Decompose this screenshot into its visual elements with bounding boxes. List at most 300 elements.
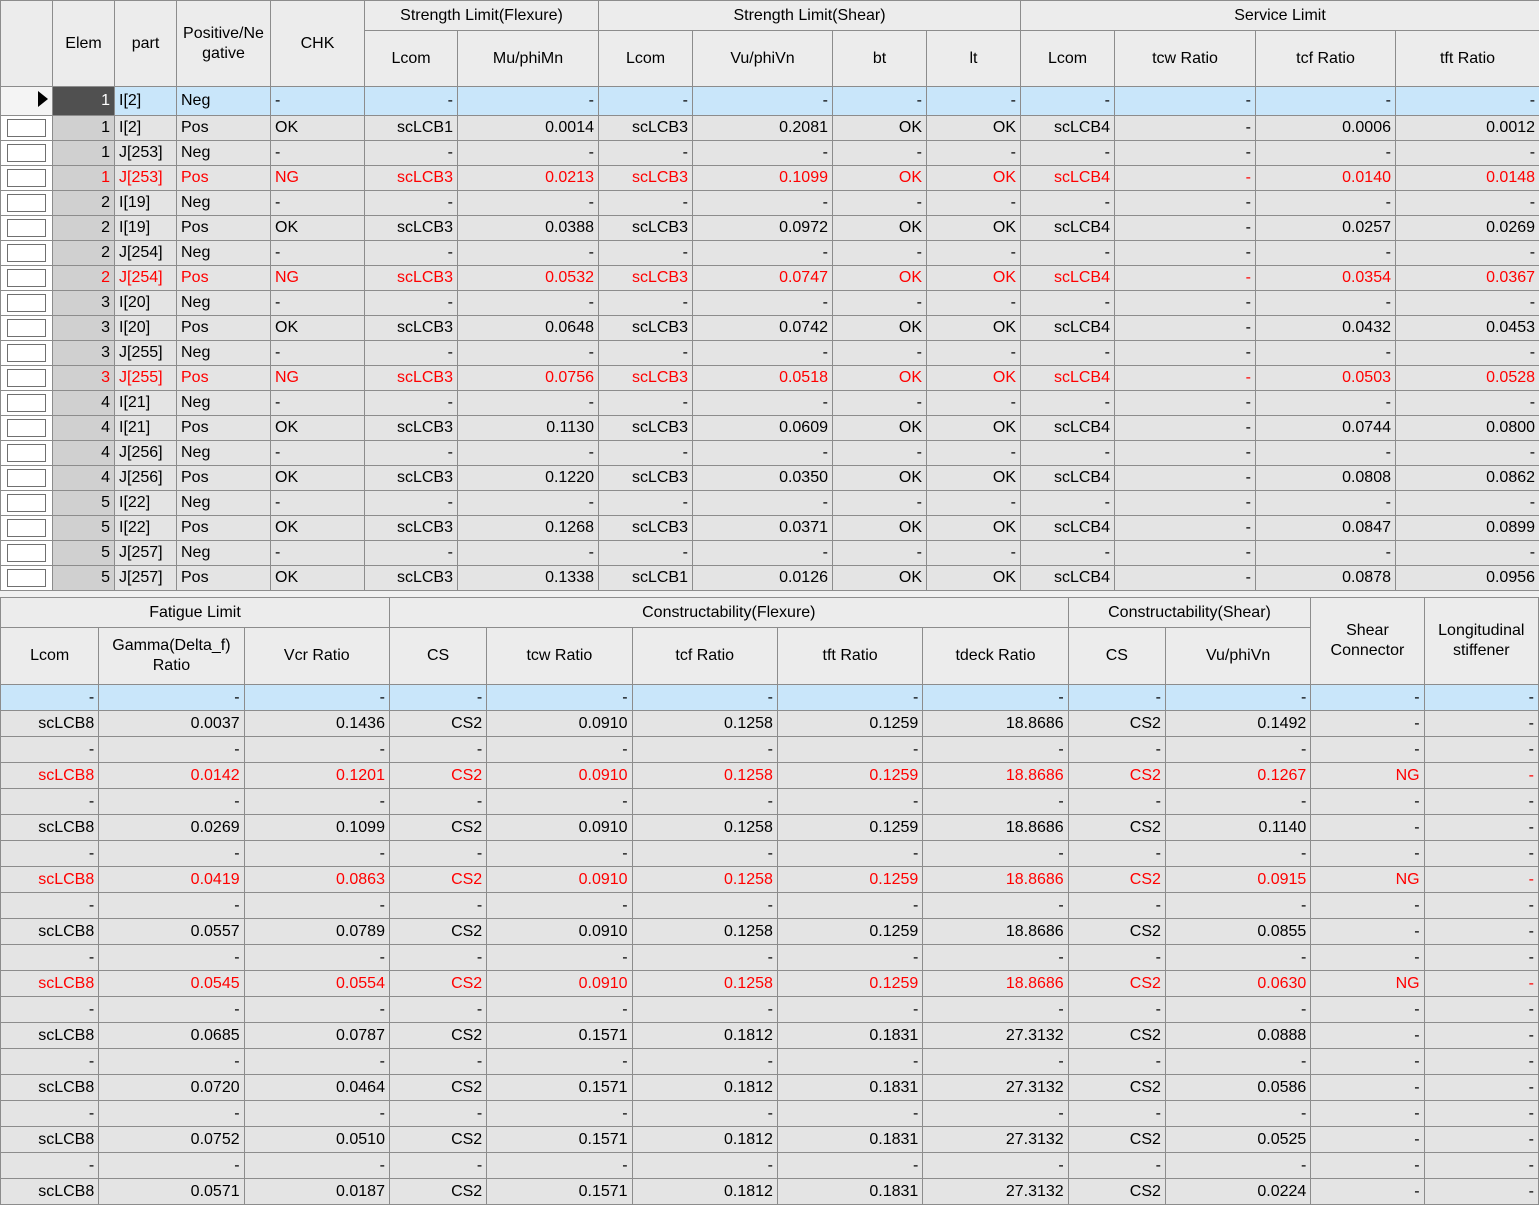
row-selector[interactable] xyxy=(7,219,46,237)
table-cell[interactable]: 0.1831 xyxy=(777,1179,922,1205)
table-cell[interactable]: - xyxy=(458,441,599,466)
table-cell[interactable]: 0.0140 xyxy=(1256,166,1396,191)
table-cell[interactable]: - xyxy=(923,945,1068,971)
table-cell[interactable]: 0.1267 xyxy=(1165,763,1310,789)
table-row[interactable] xyxy=(1,815,1539,841)
table-cell[interactable]: 0.0878 xyxy=(1256,566,1396,591)
table-cell[interactable]: - xyxy=(1165,1049,1310,1075)
table-cell[interactable]: 0.0557 xyxy=(99,919,244,945)
row-selector[interactable] xyxy=(7,169,46,187)
table-cell[interactable]: - xyxy=(1068,841,1165,867)
table-cell[interactable]: scLCB3 xyxy=(365,416,458,441)
table-cell[interactable]: 0.0148 xyxy=(1396,166,1539,191)
table-cell[interactable]: - xyxy=(833,291,927,316)
table-cell[interactable]: scLCB3 xyxy=(365,166,458,191)
table-cell[interactable]: I[19] xyxy=(115,216,177,241)
table-cell[interactable]: - xyxy=(271,391,365,416)
table-cell[interactable]: - xyxy=(365,491,458,516)
table-cell[interactable]: - xyxy=(365,291,458,316)
table-cell[interactable]: 2 xyxy=(53,216,115,241)
table-cell[interactable]: - xyxy=(1068,997,1165,1023)
table-cell[interactable]: - xyxy=(1424,867,1538,893)
table-cell[interactable]: 0.0648 xyxy=(458,316,599,341)
table-cell[interactable]: I[19] xyxy=(115,191,177,216)
table-row[interactable] xyxy=(1,216,1539,241)
table-cell[interactable]: OK xyxy=(271,516,365,541)
table-cell[interactable]: - xyxy=(777,1101,922,1127)
table-cell[interactable]: 0.0972 xyxy=(693,216,833,241)
table-cell[interactable]: - xyxy=(599,441,693,466)
row-header[interactable] xyxy=(1,87,53,116)
row-selector[interactable] xyxy=(7,419,46,437)
table-cell[interactable]: - xyxy=(1256,541,1396,566)
table-cell[interactable]: - xyxy=(389,945,486,971)
table-cell[interactable]: 2 xyxy=(53,241,115,266)
table-cell[interactable]: - xyxy=(271,491,365,516)
table-row[interactable] xyxy=(1,841,1539,867)
table-cell[interactable]: - xyxy=(1311,1101,1424,1127)
table-row[interactable] xyxy=(1,366,1539,391)
table-cell[interactable]: OK xyxy=(833,566,927,591)
table-cell[interactable]: 0.1571 xyxy=(487,1023,632,1049)
table-cell[interactable]: 0.1259 xyxy=(777,971,922,997)
table-cell[interactable]: - xyxy=(1256,291,1396,316)
table-cell[interactable]: 0.0855 xyxy=(1165,919,1310,945)
table-cell[interactable]: 0.1812 xyxy=(632,1075,777,1101)
table-cell[interactable]: - xyxy=(487,1101,632,1127)
table-cell[interactable]: OK xyxy=(927,316,1021,341)
table-cell[interactable]: 0.0910 xyxy=(487,763,632,789)
table-cell[interactable]: - xyxy=(99,685,244,711)
table-cell[interactable]: - xyxy=(777,685,922,711)
table-cell[interactable]: - xyxy=(1396,141,1539,166)
table-cell[interactable]: 5 xyxy=(53,566,115,591)
table-cell[interactable]: scLCB8 xyxy=(1,1023,99,1049)
table-cell[interactable]: - xyxy=(833,541,927,566)
table-cell[interactable]: - xyxy=(271,541,365,566)
table-cell[interactable]: 0.1812 xyxy=(632,1179,777,1205)
table-cell[interactable]: scLCB8 xyxy=(1,1179,99,1205)
table-cell[interactable]: - xyxy=(487,893,632,919)
table-cell[interactable]: 0.0862 xyxy=(1396,466,1539,491)
table-cell[interactable]: - xyxy=(1396,341,1539,366)
table-cell[interactable]: 1 xyxy=(53,141,115,166)
table-cell[interactable]: 0.1130 xyxy=(458,416,599,441)
table-cell[interactable]: OK xyxy=(833,266,927,291)
table-cell[interactable]: - xyxy=(389,997,486,1023)
table-cell[interactable]: - xyxy=(1115,87,1256,116)
row-header[interactable] xyxy=(1,466,53,491)
table-cell[interactable]: - xyxy=(927,491,1021,516)
table-cell[interactable]: 0.0354 xyxy=(1256,266,1396,291)
table-cell[interactable]: - xyxy=(487,945,632,971)
table-cell[interactable]: - xyxy=(833,391,927,416)
table-cell[interactable]: - xyxy=(599,341,693,366)
table-cell[interactable]: OK xyxy=(833,466,927,491)
table-cell[interactable]: - xyxy=(1396,241,1539,266)
table-row[interactable] xyxy=(1,1179,1539,1205)
table-cell[interactable]: Pos xyxy=(177,166,271,191)
table-cell[interactable]: scLCB4 xyxy=(1021,366,1115,391)
table-cell[interactable]: 0.1258 xyxy=(632,867,777,893)
table-cell[interactable]: OK xyxy=(833,116,927,141)
table-cell[interactable]: - xyxy=(693,341,833,366)
table-cell[interactable]: - xyxy=(1068,1153,1165,1179)
table-cell[interactable]: - xyxy=(1021,87,1115,116)
table-cell[interactable]: 0.1831 xyxy=(777,1127,922,1153)
table-cell[interactable]: - xyxy=(1165,945,1310,971)
table-row[interactable] xyxy=(1,1127,1539,1153)
table-cell[interactable]: Neg xyxy=(177,391,271,416)
table-cell[interactable]: CS2 xyxy=(1068,1127,1165,1153)
table-cell[interactable]: 3 xyxy=(53,341,115,366)
table-cell[interactable]: - xyxy=(599,141,693,166)
table-cell[interactable]: 0.0571 xyxy=(99,1179,244,1205)
table-cell[interactable]: Neg xyxy=(177,491,271,516)
table-cell[interactable]: - xyxy=(365,191,458,216)
table-cell[interactable]: - xyxy=(632,841,777,867)
table-cell[interactable]: OK xyxy=(833,366,927,391)
table-cell[interactable]: 0.0910 xyxy=(487,711,632,737)
table-cell[interactable]: scLCB8 xyxy=(1,867,99,893)
table-cell[interactable]: 4 xyxy=(53,416,115,441)
table-cell[interactable]: - xyxy=(1021,241,1115,266)
table-cell[interactable]: 0.0187 xyxy=(244,1179,389,1205)
table-cell[interactable]: - xyxy=(244,841,389,867)
table-cell[interactable]: - xyxy=(693,141,833,166)
table-cell[interactable]: OK xyxy=(927,216,1021,241)
table-cell[interactable]: CS2 xyxy=(1068,1023,1165,1049)
table-cell[interactable]: Pos xyxy=(177,566,271,591)
table-cell[interactable]: 0.0213 xyxy=(458,166,599,191)
table-cell[interactable]: - xyxy=(599,191,693,216)
table-cell[interactable]: - xyxy=(487,685,632,711)
table-cell[interactable]: 1 xyxy=(53,87,115,116)
table-cell[interactable]: I[2] xyxy=(115,116,177,141)
table-cell[interactable]: 0.1268 xyxy=(458,516,599,541)
table-cell[interactable]: - xyxy=(1424,1179,1538,1205)
table-cell[interactable]: - xyxy=(927,541,1021,566)
table-cell[interactable]: scLCB8 xyxy=(1,919,99,945)
table-cell[interactable]: - xyxy=(777,893,922,919)
table-cell[interactable]: - xyxy=(632,997,777,1023)
table-cell[interactable]: - xyxy=(271,441,365,466)
table-cell[interactable]: 0.0525 xyxy=(1165,1127,1310,1153)
table-cell[interactable]: - xyxy=(271,341,365,366)
table-cell[interactable]: 0.1259 xyxy=(777,711,922,737)
table-cell[interactable]: - xyxy=(458,391,599,416)
table-cell[interactable]: - xyxy=(1115,141,1256,166)
table-cell[interactable]: - xyxy=(1256,141,1396,166)
table-cell[interactable]: Neg xyxy=(177,341,271,366)
table-cell[interactable]: - xyxy=(99,789,244,815)
table-cell[interactable]: 0.1201 xyxy=(244,763,389,789)
table-cell[interactable]: - xyxy=(99,841,244,867)
table-row[interactable] xyxy=(1,789,1539,815)
table-cell[interactable]: - xyxy=(1256,87,1396,116)
table-cell[interactable]: Pos xyxy=(177,366,271,391)
table-cell[interactable]: - xyxy=(923,685,1068,711)
row-selector[interactable] xyxy=(7,394,46,412)
table-cell[interactable]: Neg xyxy=(177,241,271,266)
table-row[interactable] xyxy=(1,391,1539,416)
table-row[interactable] xyxy=(1,191,1539,216)
table-cell[interactable]: - xyxy=(599,491,693,516)
table-cell[interactable]: - xyxy=(1424,893,1538,919)
table-cell[interactable]: 0.0510 xyxy=(244,1127,389,1153)
table-cell[interactable]: - xyxy=(1,1101,99,1127)
table-cell[interactable]: scLCB3 xyxy=(599,416,693,441)
table-cell[interactable]: 0.1259 xyxy=(777,919,922,945)
table-cell[interactable]: - xyxy=(1068,685,1165,711)
table-cell[interactable]: OK xyxy=(833,316,927,341)
table-cell[interactable]: Neg xyxy=(177,291,271,316)
table-cell[interactable]: - xyxy=(271,291,365,316)
table-cell[interactable]: 0.0126 xyxy=(693,566,833,591)
col-header-lt[interactable]: lt xyxy=(927,31,1021,87)
table-cell[interactable]: CS2 xyxy=(1068,763,1165,789)
table-cell[interactable]: 0.0014 xyxy=(458,116,599,141)
table-cell[interactable]: scLCB8 xyxy=(1,711,99,737)
table-cell[interactable]: - xyxy=(1424,763,1538,789)
col-header-constr-tft-ratio[interactable]: tft Ratio xyxy=(777,628,922,685)
table-cell[interactable]: J[253] xyxy=(115,141,177,166)
table-row[interactable] xyxy=(1,466,1539,491)
table-cell[interactable]: - xyxy=(1021,191,1115,216)
table-cell[interactable]: - xyxy=(271,141,365,166)
table-cell[interactable]: 0.0609 xyxy=(693,416,833,441)
table-cell[interactable]: - xyxy=(1165,789,1310,815)
table-cell[interactable]: scLCB3 xyxy=(599,266,693,291)
table-cell[interactable]: CS2 xyxy=(1068,867,1165,893)
row-selector[interactable] xyxy=(7,444,46,462)
table-cell[interactable]: - xyxy=(1311,1023,1424,1049)
row-header[interactable] xyxy=(1,541,53,566)
table-cell[interactable]: NG xyxy=(271,266,365,291)
table-cell[interactable]: - xyxy=(599,541,693,566)
table-cell[interactable]: - xyxy=(777,789,922,815)
table-cell[interactable]: 0.0800 xyxy=(1396,416,1539,441)
table-cell[interactable]: Pos xyxy=(177,266,271,291)
table-cell[interactable]: - xyxy=(458,491,599,516)
table-cell[interactable]: CS2 xyxy=(389,815,486,841)
col-header-tcw-ratio[interactable]: tcw Ratio xyxy=(1115,31,1256,87)
table-cell[interactable]: 0.1492 xyxy=(1165,711,1310,737)
table-cell[interactable]: CS2 xyxy=(389,1023,486,1049)
table-cell[interactable]: - xyxy=(244,945,389,971)
table-cell[interactable]: - xyxy=(458,241,599,266)
row-header[interactable] xyxy=(1,116,53,141)
table-cell[interactable]: - xyxy=(487,1049,632,1075)
table-cell[interactable]: - xyxy=(458,141,599,166)
table-cell[interactable]: 0.0006 xyxy=(1256,116,1396,141)
table-cell[interactable]: 0.1831 xyxy=(777,1075,922,1101)
table-cell[interactable]: CS2 xyxy=(1068,711,1165,737)
table-cell[interactable]: scLCB4 xyxy=(1021,166,1115,191)
table-cell[interactable]: - xyxy=(833,441,927,466)
table-cell[interactable]: scLCB3 xyxy=(599,316,693,341)
table-row[interactable] xyxy=(1,685,1539,711)
table-cell[interactable]: - xyxy=(1,789,99,815)
table-cell[interactable]: - xyxy=(99,1101,244,1127)
table-cell[interactable]: scLCB3 xyxy=(599,516,693,541)
table-cell[interactable]: scLCB4 xyxy=(1021,266,1115,291)
table-row[interactable] xyxy=(1,141,1539,166)
table-cell[interactable]: - xyxy=(1311,997,1424,1023)
table-cell[interactable]: - xyxy=(777,1049,922,1075)
table-cell[interactable]: - xyxy=(1115,491,1256,516)
table-cell[interactable]: - xyxy=(1396,541,1539,566)
table-cell[interactable]: - xyxy=(1311,737,1424,763)
table-cell[interactable]: OK xyxy=(927,466,1021,491)
col-header-service-lcom[interactable]: Lcom xyxy=(1021,31,1115,87)
row-selector[interactable] xyxy=(7,544,46,562)
col-header-shear-lcom[interactable]: Lcom xyxy=(599,31,693,87)
table-cell[interactable]: - xyxy=(927,391,1021,416)
table-cell[interactable]: - xyxy=(389,893,486,919)
table-cell[interactable]: scLCB3 xyxy=(365,316,458,341)
table-cell[interactable]: OK xyxy=(927,366,1021,391)
table-cell[interactable]: scLCB4 xyxy=(1021,316,1115,341)
table-cell[interactable]: CS2 xyxy=(1068,971,1165,997)
table-cell[interactable]: 0.0554 xyxy=(244,971,389,997)
table-cell[interactable]: NG xyxy=(271,166,365,191)
table-cell[interactable]: - xyxy=(693,87,833,116)
row-selector[interactable] xyxy=(7,319,46,337)
table-cell[interactable]: OK xyxy=(271,466,365,491)
table-cell[interactable]: - xyxy=(1396,291,1539,316)
table-cell[interactable]: 0.1571 xyxy=(487,1179,632,1205)
table-cell[interactable]: 27.3132 xyxy=(923,1023,1068,1049)
table-row[interactable] xyxy=(1,1023,1539,1049)
table-cell[interactable]: OK xyxy=(271,566,365,591)
table-cell[interactable]: - xyxy=(1115,216,1256,241)
table-cell[interactable]: 0.0037 xyxy=(99,711,244,737)
table-cell[interactable]: scLCB8 xyxy=(1,1075,99,1101)
table-cell[interactable]: - xyxy=(693,491,833,516)
table-cell[interactable]: - xyxy=(458,541,599,566)
col-header-tcf-ratio[interactable]: tcf Ratio xyxy=(1256,31,1396,87)
table-cell[interactable]: Pos xyxy=(177,416,271,441)
row-header[interactable] xyxy=(1,216,53,241)
table-cell[interactable]: - xyxy=(1311,1153,1424,1179)
table-cell[interactable]: I[20] xyxy=(115,316,177,341)
table-cell[interactable]: - xyxy=(271,241,365,266)
table-cell[interactable]: - xyxy=(244,737,389,763)
row-header[interactable] xyxy=(1,566,53,591)
table-row[interactable] xyxy=(1,541,1539,566)
table-cell[interactable]: - xyxy=(1311,711,1424,737)
table-cell[interactable]: 0.0419 xyxy=(99,867,244,893)
table-cell[interactable]: OK xyxy=(927,266,1021,291)
table-cell[interactable]: 0.0888 xyxy=(1165,1023,1310,1049)
table-cell[interactable]: scLCB1 xyxy=(599,566,693,591)
table-cell[interactable]: - xyxy=(927,141,1021,166)
table-cell[interactable]: - xyxy=(244,789,389,815)
table-cell[interactable]: - xyxy=(1256,441,1396,466)
table-cell[interactable]: - xyxy=(365,87,458,116)
row-selector[interactable] xyxy=(7,494,46,512)
table-cell[interactable]: 0.0142 xyxy=(99,763,244,789)
table-cell[interactable]: - xyxy=(777,737,922,763)
table-cell[interactable]: - xyxy=(1021,391,1115,416)
table-cell[interactable]: - xyxy=(1165,1153,1310,1179)
table-cell[interactable]: CS2 xyxy=(389,1179,486,1205)
table-cell[interactable]: CS2 xyxy=(1068,815,1165,841)
col-header-flexure-cs[interactable]: CS xyxy=(389,628,486,685)
table-cell[interactable]: OK xyxy=(271,316,365,341)
table-cell[interactable]: 18.8686 xyxy=(923,867,1068,893)
table-cell[interactable]: - xyxy=(632,1153,777,1179)
table-cell[interactable]: 0.0371 xyxy=(693,516,833,541)
table-cell[interactable]: - xyxy=(833,491,927,516)
table-cell[interactable]: - xyxy=(389,685,486,711)
table-cell[interactable]: scLCB8 xyxy=(1,763,99,789)
row-header[interactable] xyxy=(1,441,53,466)
table-cell[interactable]: - xyxy=(1424,1101,1538,1127)
table-cell[interactable]: - xyxy=(1424,1075,1538,1101)
table-cell[interactable]: - xyxy=(487,789,632,815)
table-cell[interactable]: 0.0453 xyxy=(1396,316,1539,341)
table-cell[interactable]: 0.0012 xyxy=(1396,116,1539,141)
table-cell[interactable]: 0.0910 xyxy=(487,815,632,841)
table-cell[interactable]: - xyxy=(923,997,1068,1023)
table-cell[interactable]: - xyxy=(833,141,927,166)
table-cell[interactable]: 18.8686 xyxy=(923,763,1068,789)
table-cell[interactable]: - xyxy=(1165,893,1310,919)
table-row[interactable] xyxy=(1,291,1539,316)
table-cell[interactable]: scLCB3 xyxy=(365,216,458,241)
table-cell[interactable]: J[255] xyxy=(115,366,177,391)
table-row[interactable] xyxy=(1,491,1539,516)
table-cell[interactable]: 0.0787 xyxy=(244,1023,389,1049)
table-cell[interactable]: 0.0432 xyxy=(1256,316,1396,341)
table-cell[interactable]: NG xyxy=(1311,867,1424,893)
table-cell[interactable]: OK xyxy=(833,216,927,241)
table-cell[interactable]: 0.1571 xyxy=(487,1127,632,1153)
table-cell[interactable]: - xyxy=(1311,1049,1424,1075)
table-cell[interactable]: - xyxy=(1311,1127,1424,1153)
table-cell[interactable]: J[253] xyxy=(115,166,177,191)
table-cell[interactable]: - xyxy=(487,997,632,1023)
table-cell[interactable]: - xyxy=(1021,541,1115,566)
table-cell[interactable]: CS2 xyxy=(389,1127,486,1153)
col-header-part[interactable]: part xyxy=(115,1,177,87)
table-cell[interactable]: 3 xyxy=(53,291,115,316)
table-cell[interactable]: - xyxy=(1424,737,1538,763)
col-header-shear-cs[interactable]: CS xyxy=(1068,628,1165,685)
row-header[interactable] xyxy=(1,416,53,441)
row-selector[interactable] xyxy=(7,144,46,162)
table-cell[interactable]: - xyxy=(833,341,927,366)
table-cell[interactable]: - xyxy=(244,997,389,1023)
table-cell[interactable]: 27.3132 xyxy=(923,1127,1068,1153)
table-cell[interactable]: 18.8686 xyxy=(923,971,1068,997)
splitter[interactable] xyxy=(0,590,1539,597)
table-cell[interactable]: OK xyxy=(927,116,1021,141)
table-cell[interactable]: - xyxy=(1115,441,1256,466)
table-row[interactable] xyxy=(1,763,1539,789)
table-cell[interactable]: J[254] xyxy=(115,266,177,291)
row-header[interactable] xyxy=(1,516,53,541)
row-selector[interactable] xyxy=(7,194,46,212)
table-cell[interactable]: 18.8686 xyxy=(923,815,1068,841)
table-cell[interactable]: scLCB3 xyxy=(365,516,458,541)
table-cell[interactable]: 0.0269 xyxy=(99,815,244,841)
table-row[interactable] xyxy=(1,893,1539,919)
table-cell[interactable]: - xyxy=(599,87,693,116)
table-cell[interactable]: - xyxy=(927,441,1021,466)
